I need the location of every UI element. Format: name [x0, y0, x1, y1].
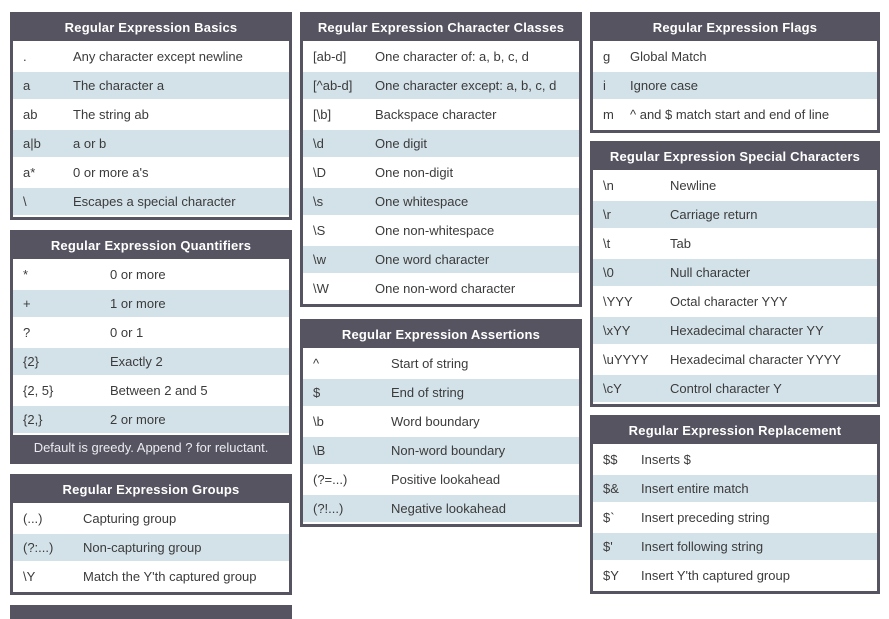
pattern-description: One word character — [375, 252, 490, 267]
pattern-description: 0 or more a's — [73, 165, 149, 180]
pattern-symbol: $` — [603, 510, 615, 525]
pattern-symbol: $' — [603, 539, 613, 554]
pattern-description: 1 or more — [110, 296, 166, 311]
pattern-symbol: ? — [23, 325, 31, 340]
pattern-symbol: {2} — [23, 354, 39, 369]
table-row — [593, 259, 877, 286]
table-row — [593, 101, 877, 128]
pattern-description: 0 or more — [110, 267, 166, 282]
pattern-description: ^ and $ match start and end of line — [630, 107, 830, 122]
table-row — [13, 290, 289, 317]
table-row — [303, 495, 579, 522]
pattern-description: Insert preceding string — [641, 510, 770, 525]
table-row — [303, 217, 579, 244]
pattern-symbol: ab — [23, 107, 38, 122]
table-row — [13, 377, 289, 404]
left-column — [10, 12, 292, 619]
pattern-symbol: \cY — [603, 381, 622, 396]
table-row — [303, 275, 579, 302]
flags-table-title: Regular Expression Flags — [593, 15, 877, 41]
table-row — [303, 466, 579, 493]
pattern-description: Insert Y'th captured group — [641, 568, 790, 583]
special-characters-table — [590, 141, 880, 407]
table-row — [593, 475, 877, 502]
table-row — [13, 159, 289, 186]
pattern-description: Match the Y'th captured group — [83, 569, 257, 584]
flags-table-rows — [593, 41, 877, 128]
pattern-symbol: \ — [23, 194, 27, 209]
pattern-description: 0 or 1 — [110, 325, 144, 340]
table-row — [593, 230, 877, 257]
assertions-table-rows — [303, 348, 579, 522]
pattern-description: One character of: a, b, c, d — [375, 49, 529, 64]
pattern-description: One digit — [375, 136, 428, 151]
pattern-description: 2 or more — [110, 412, 166, 427]
pattern-description: Inserts $ — [641, 452, 691, 467]
pattern-symbol: \uYYYY — [603, 352, 649, 367]
pattern-symbol: $ — [313, 385, 321, 400]
pattern-description: Control character Y — [670, 381, 782, 396]
table-row — [13, 43, 289, 70]
pattern-symbol: (?:...) — [23, 540, 54, 555]
table-row — [13, 406, 289, 433]
table-row — [13, 188, 289, 215]
table-row — [13, 348, 289, 375]
pattern-description: Global Match — [630, 49, 707, 64]
pattern-symbol: [\b] — [313, 107, 332, 122]
table-row — [303, 408, 579, 435]
table-row — [303, 159, 579, 186]
table-row — [593, 346, 877, 373]
pattern-symbol: \B — [313, 443, 326, 458]
right-column — [590, 12, 880, 602]
pattern-description: One non-digit — [375, 165, 454, 180]
table-row — [13, 130, 289, 157]
groups-table — [10, 474, 292, 595]
pattern-description: The character a — [73, 78, 165, 93]
pattern-description: One character except: a, b, c, d — [375, 78, 557, 93]
pattern-description: Newline — [670, 178, 717, 193]
pattern-symbol: \0 — [603, 265, 614, 280]
table-row — [593, 288, 877, 315]
pattern-symbol: {2,} — [23, 412, 43, 427]
pattern-description: Escapes a special character — [73, 194, 236, 209]
table-row — [13, 319, 289, 346]
table-row — [13, 101, 289, 128]
pattern-symbol: m — [603, 107, 614, 122]
pattern-symbol: \t — [603, 236, 611, 251]
table-row — [593, 317, 877, 344]
pattern-description: Start of string — [391, 356, 469, 371]
pattern-description: Negative lookahead — [391, 501, 506, 516]
pattern-symbol: \W — [313, 281, 329, 296]
pattern-symbol: \b — [313, 414, 324, 429]
pattern-symbol: $& — [603, 481, 619, 496]
pattern-symbol: \w — [313, 252, 326, 267]
pattern-description: Word boundary — [391, 414, 480, 429]
pattern-symbol: g — [603, 49, 611, 64]
pattern-description: Non-capturing group — [83, 540, 202, 555]
replacement-table — [590, 415, 880, 594]
pattern-description: Positive lookahead — [391, 472, 501, 487]
pattern-symbol: . — [23, 49, 27, 64]
pattern-description: End of string — [391, 385, 464, 400]
pattern-symbol: \s — [313, 194, 324, 209]
pattern-symbol: a — [23, 78, 31, 93]
table-row — [303, 130, 579, 157]
pattern-symbol: \S — [313, 223, 326, 238]
pattern-description: Hexadecimal character YYYY — [670, 352, 842, 367]
pattern-symbol: [^ab-d] — [313, 78, 353, 93]
pattern-description: Tab — [670, 236, 691, 251]
pattern-symbol: {2, 5} — [23, 383, 54, 398]
table-row — [13, 505, 289, 532]
pattern-symbol: ^ — [313, 356, 320, 371]
groups-table-rows — [13, 503, 289, 590]
table-row — [303, 188, 579, 215]
assertions-table-title: Regular Expression Assertions — [303, 322, 579, 348]
quantifiers-table-title: Regular Expression Quantifiers — [13, 233, 289, 259]
table-row — [593, 533, 877, 560]
pattern-symbol: \D — [313, 165, 326, 180]
table-row — [303, 246, 579, 273]
pattern-description: Backspace character — [375, 107, 497, 122]
groups-table-title: Regular Expression Groups — [13, 477, 289, 503]
pattern-symbol: \YYY — [603, 294, 633, 309]
pattern-description: One non-word character — [375, 281, 516, 296]
pattern-description: Ignore case — [630, 78, 698, 93]
quantifiers-table-rows — [13, 259, 289, 433]
table-row — [13, 72, 289, 99]
character-classes-table — [300, 12, 582, 307]
table-row — [593, 504, 877, 531]
special-characters-table-title: Regular Expression Special Characters — [593, 144, 877, 170]
pattern-description: Non-word boundary — [391, 443, 506, 458]
table-row — [303, 379, 579, 406]
pattern-description: Null character — [670, 265, 751, 280]
table-row — [593, 172, 877, 199]
pattern-description: Capturing group — [83, 511, 177, 526]
pattern-symbol: i — [603, 78, 606, 93]
cutoff-table-header — [10, 605, 292, 619]
pattern-symbol: (...) — [23, 511, 43, 526]
table-row — [13, 534, 289, 561]
pattern-symbol: * — [23, 267, 29, 282]
table-row — [303, 43, 579, 70]
pattern-description: The string ab — [73, 107, 149, 122]
table-row — [13, 563, 289, 590]
table-row — [593, 72, 877, 99]
pattern-symbol: \d — [313, 136, 324, 151]
pattern-symbol: [ab-d] — [313, 49, 347, 64]
table-row — [303, 72, 579, 99]
pattern-symbol: (?!...) — [313, 501, 344, 516]
table-row — [303, 350, 579, 377]
pattern-symbol: \r — [603, 207, 611, 222]
table-row — [593, 562, 877, 589]
pattern-description: Exactly 2 — [110, 354, 163, 369]
basics-table — [10, 12, 292, 220]
flags-table — [590, 12, 880, 133]
table-row — [13, 261, 289, 288]
table-row — [303, 437, 579, 464]
quantifiers-footer-note: Default is greedy. Append ? for reluctant. — [13, 435, 289, 461]
table-row — [593, 201, 877, 228]
quantifiers-table — [10, 230, 292, 464]
pattern-description: Hexadecimal character YY — [670, 323, 824, 338]
character-classes-table-title: Regular Expression Character Classes — [303, 15, 579, 41]
pattern-description: Any character except newline — [73, 49, 243, 64]
pattern-symbol: $Y — [603, 568, 619, 583]
basics-table-rows — [13, 41, 289, 215]
middle-column — [300, 12, 582, 539]
pattern-description: Insert following string — [641, 539, 764, 554]
table-row — [593, 446, 877, 473]
pattern-description: One whitespace — [375, 194, 469, 209]
special-characters-table-rows — [593, 170, 877, 402]
table-row — [593, 43, 877, 70]
pattern-description: Octal character YYY — [670, 294, 788, 309]
pattern-description: a or b — [73, 136, 107, 151]
assertions-table — [300, 319, 582, 527]
replacement-table-title: Regular Expression Replacement — [593, 418, 877, 444]
pattern-description: Carriage return — [670, 207, 758, 222]
pattern-description: Between 2 and 5 — [110, 383, 208, 398]
pattern-symbol: a|b — [23, 136, 41, 151]
pattern-description: One non-whitespace — [375, 223, 495, 238]
pattern-symbol: \Y — [23, 569, 36, 584]
pattern-symbol: \xYY — [603, 323, 631, 338]
pattern-description: Insert entire match — [641, 481, 749, 496]
pattern-symbol: \n — [603, 178, 614, 193]
pattern-symbol: $$ — [603, 452, 618, 467]
pattern-symbol: a* — [23, 165, 36, 180]
character-classes-table-rows — [303, 41, 579, 302]
table-row — [593, 375, 877, 402]
table-row — [303, 101, 579, 128]
pattern-symbol: (?=...) — [313, 472, 348, 487]
basics-table-title: Regular Expression Basics — [13, 15, 289, 41]
replacement-table-rows — [593, 444, 877, 589]
pattern-symbol: + — [23, 296, 31, 311]
